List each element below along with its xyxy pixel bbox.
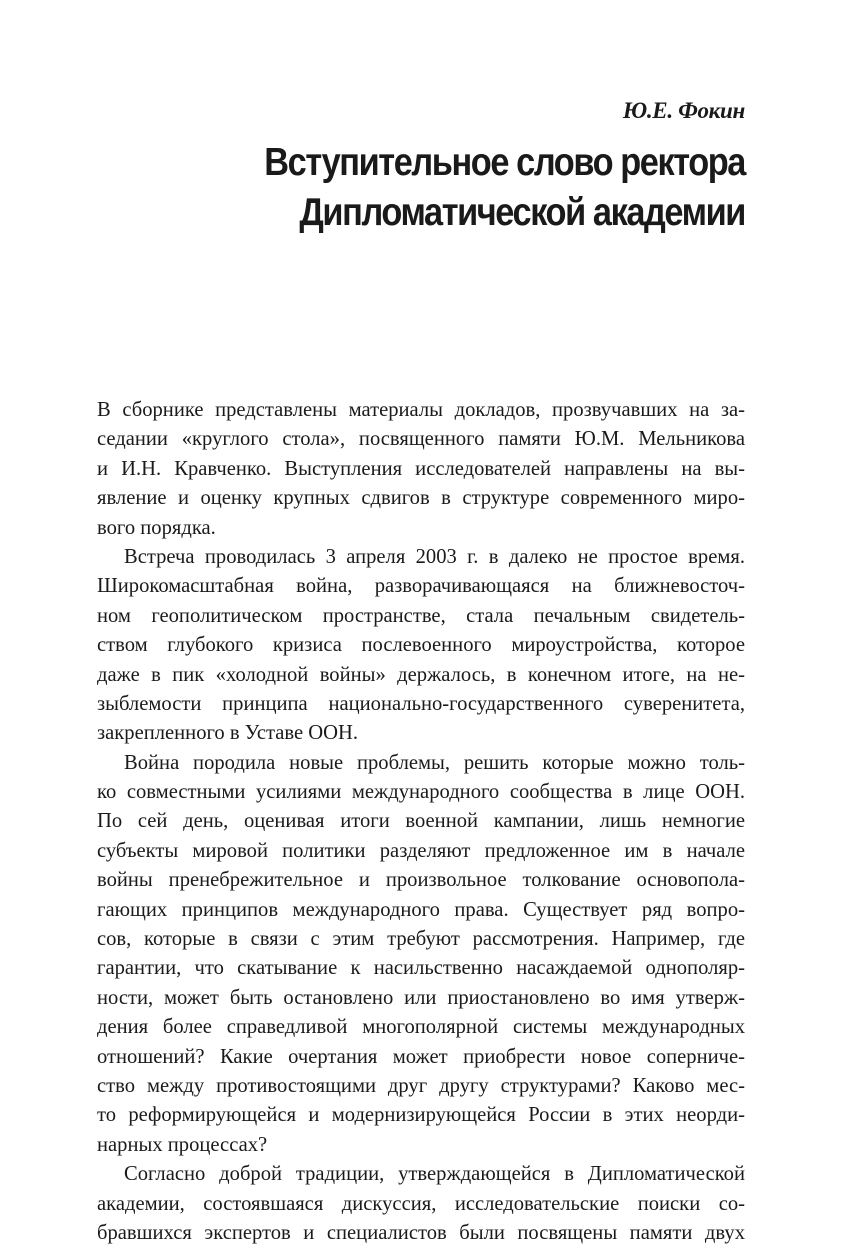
article-body xyxy=(97,396,745,1248)
text-line: седании «круглого стола», посвященного памяти Ю.М. Мельникова xyxy=(97,428,745,451)
text-line: Широкомасштабная война, разворачивающаяся на ближневосточ- xyxy=(97,575,745,598)
text-line: Война породила новые проблемы, решить которые можно толь- xyxy=(124,751,745,774)
text-line: дения более справедливой многополярной системы международных xyxy=(97,1016,745,1039)
text-line: бравшихся экспертов и специалистов были посвящены памяти двух xyxy=(97,1221,745,1244)
text-line: субъекты мировой политики разделяют предложенное им в начале xyxy=(97,839,745,862)
text-line: сов, которые в связи с этим требуют рассмотрения. Например, где xyxy=(97,928,745,951)
author-name: Ю.Е. Фокин xyxy=(622,98,745,123)
text-line: даже в пик «холодной войны» держалось, в конечном итоге, на не- xyxy=(97,663,745,686)
text-line: отношений? Какие очертания может приобрести новое соперниче- xyxy=(97,1045,745,1068)
text-line: академии, состоявшаяся дискуссия, исследовательские поиски со- xyxy=(97,1192,745,1215)
text-line: По сей день, оценивая итоги военной кампании, лишь немногие xyxy=(97,810,745,833)
title-line-1: Вступительное слово ректора xyxy=(264,141,745,184)
text-line: войны пренебрежительное и произвольное толкование основопола- xyxy=(97,869,745,892)
text-line: ко совместными усилиями международного сообщества в лице ООН. xyxy=(97,781,745,804)
page-title xyxy=(182,138,745,238)
text-line: нарных процессах? xyxy=(97,1133,268,1156)
paragraph-4 xyxy=(97,1160,745,1248)
text-line: ном геополитическом пространстве, стала печальным свидетель- xyxy=(97,604,745,627)
text-line: то реформирующейся и модернизирующейся России в этих неорди- xyxy=(97,1104,745,1127)
text-line: ством глубокого кризиса послевоенного мироустройства, которое xyxy=(97,634,745,657)
text-line: явление и оценку крупных сдвигов в структуре современного миро- xyxy=(97,487,745,510)
text-line: вого порядка. xyxy=(97,516,216,539)
paragraph-1 xyxy=(97,396,745,543)
text-line: гающих принципов международного права. Существует ряд вопро- xyxy=(97,898,745,921)
text-line: гарантии, что скатывание к насильственно насаждаемой однополяр- xyxy=(97,957,745,980)
title-line-2: Дипломатической академии xyxy=(299,191,745,234)
text-line: ство между противостоящими друг другу структурами? Каково мес- xyxy=(97,1074,745,1097)
paragraph-3 xyxy=(97,749,745,1160)
text-line: и И.Н. Кравченко. Выступления исследователей направлены на вы- xyxy=(97,457,745,480)
text-line: закрепленного в Уставе ООН. xyxy=(97,722,359,745)
text-line: Встреча проводилась 3 апреля 2003 г. в далеко не простое время. xyxy=(124,545,745,568)
text-line: Согласно доброй традиции, утверждающейся в Дипломатической xyxy=(124,1163,745,1186)
text-line: В сборнике представлены материалы докладов, прозвучавших на за- xyxy=(97,399,745,421)
text-line: зыблемости принципа национально-государственного суверенитета, xyxy=(97,692,745,715)
text-line: ности, может быть остановлено или приостановлено во имя утверж- xyxy=(97,986,745,1009)
paragraph-2 xyxy=(97,543,745,749)
